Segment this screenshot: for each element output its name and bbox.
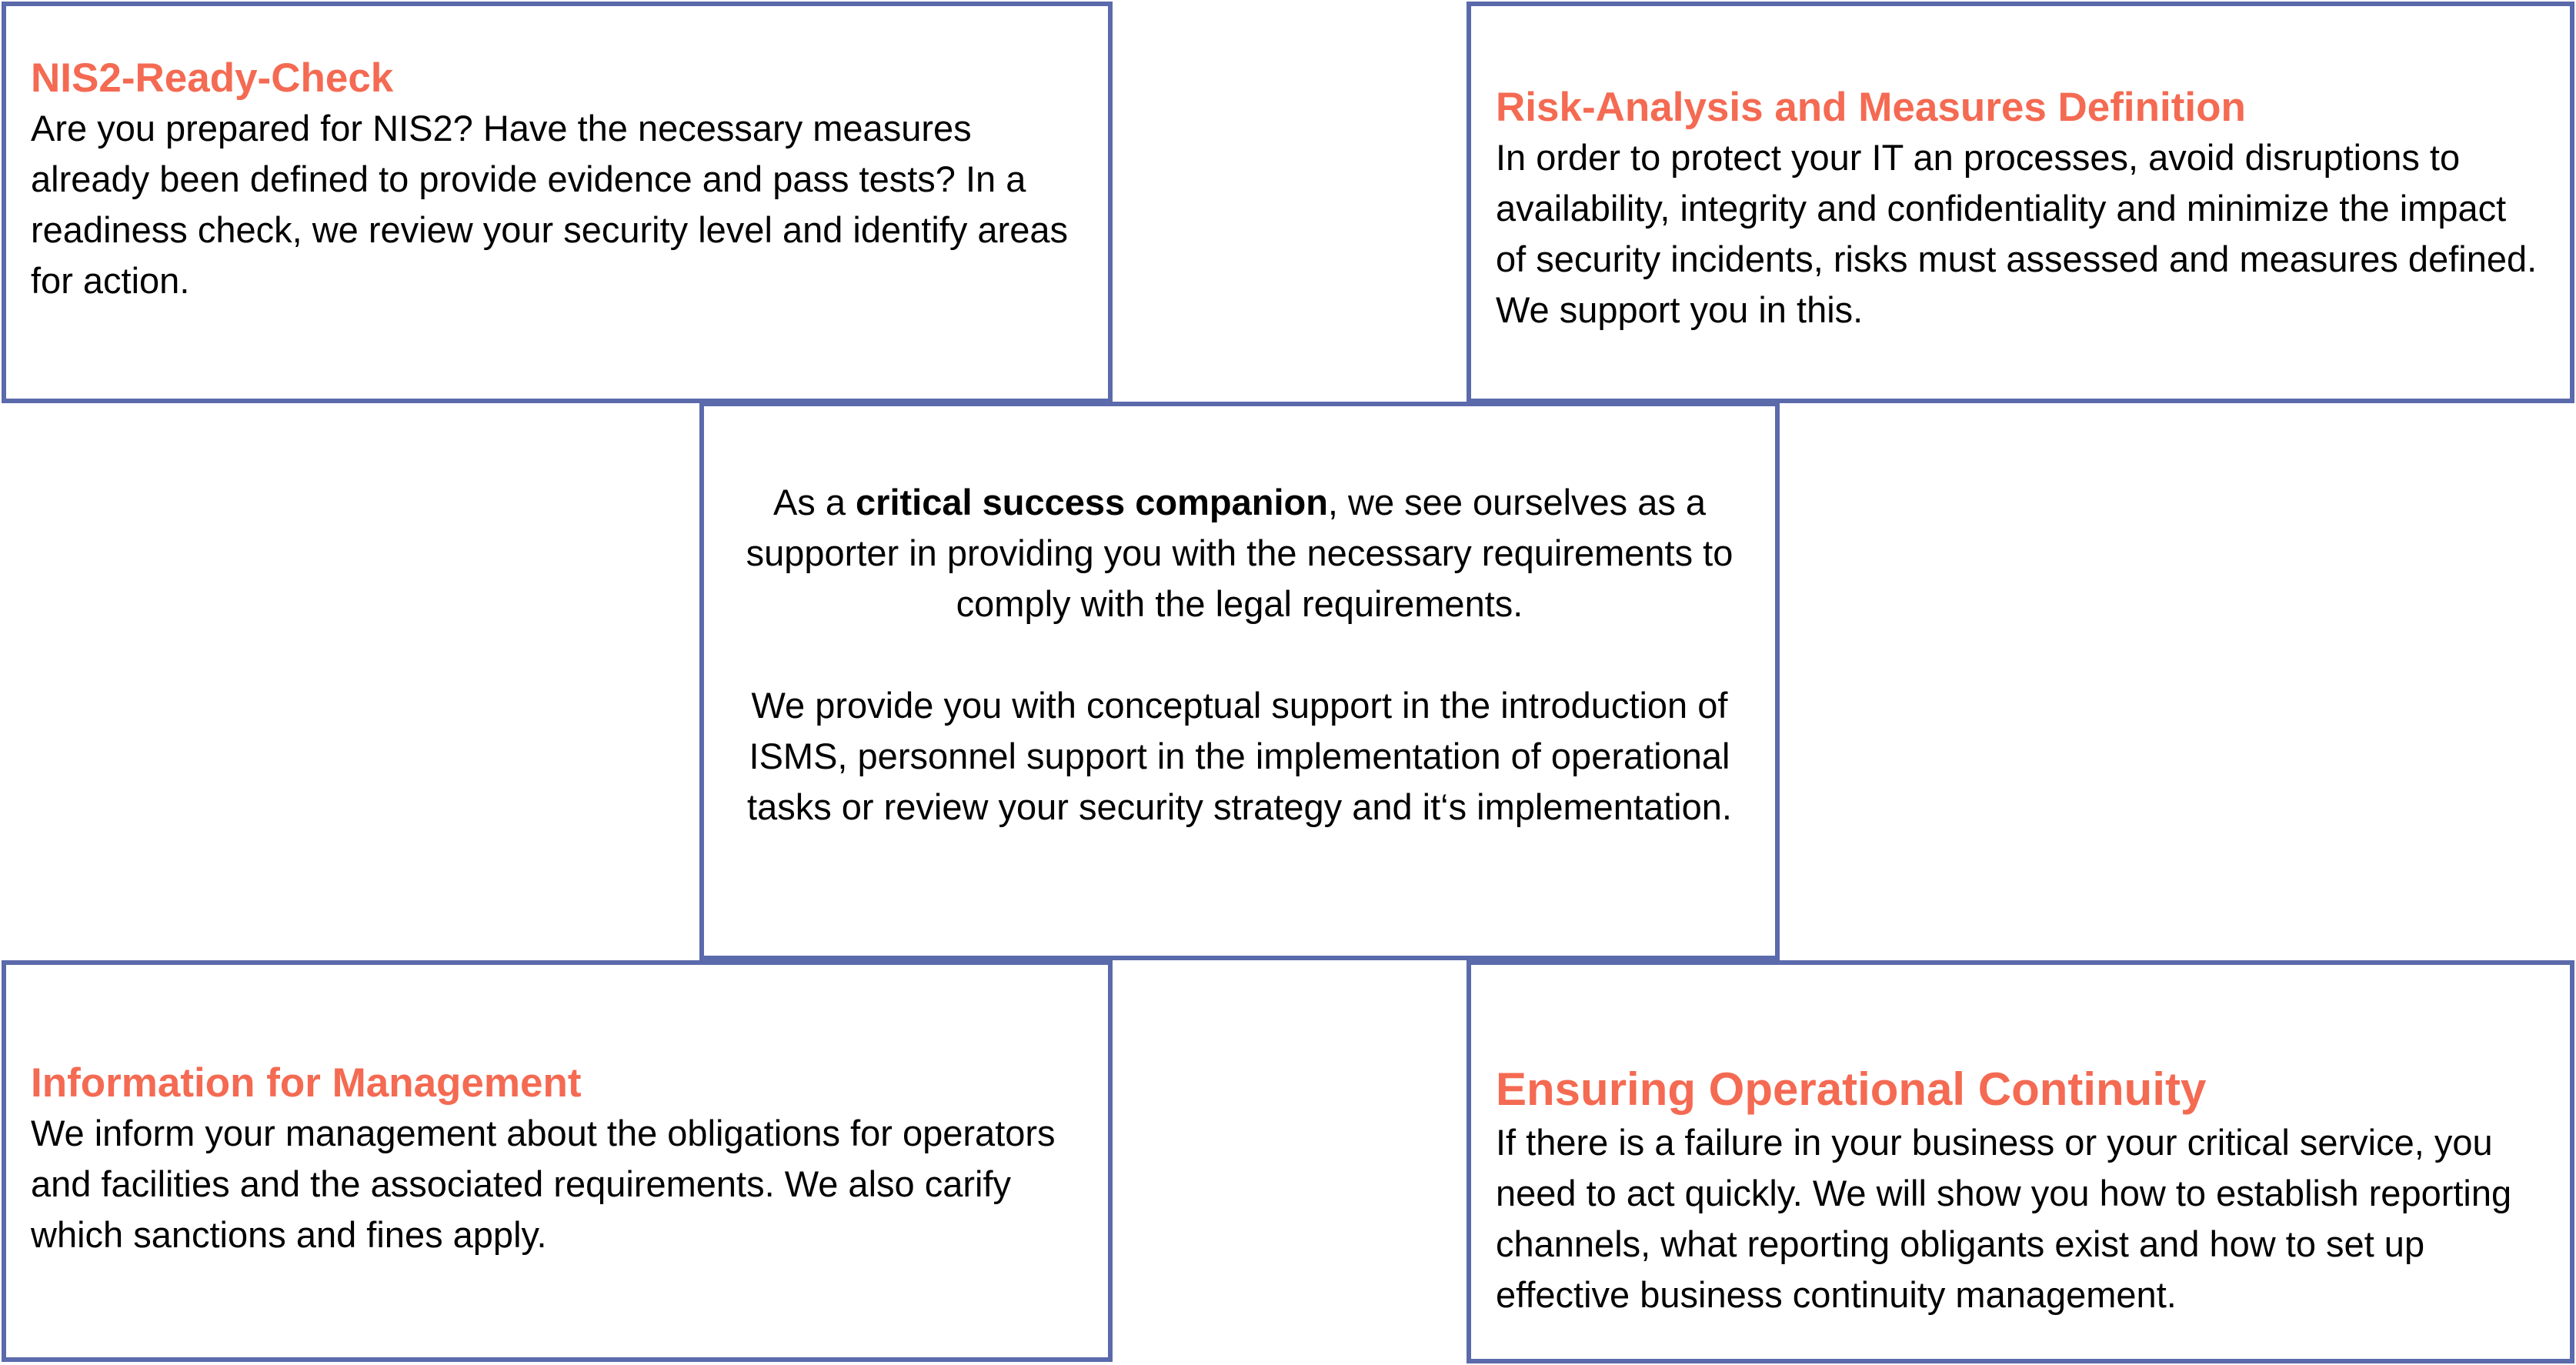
center-summary-box: [699, 402, 1780, 960]
box-description: If there is a failure in your business or your critical service, you need to act quickly. We will show you how to establish reporting channels, what reporting obligants exist and how to set up effective business continuity management.: [1496, 1122, 2512, 1315]
nis2-ready-check-box: [2, 2, 1113, 403]
box-title: Ensuring Operational Continuity: [1496, 1063, 2207, 1115]
center-paragraph-1: [735, 477, 1744, 629]
center-paragraph-2: We provide you with conceptual support in the introduction of ISMS, personnel support in the implementation of operational tasks or review your security strategy and it‘s implementation.: [747, 685, 1732, 827]
center-prefix: As a: [772, 482, 856, 522]
center-suffix: , we see ourselves as a supporter in providing you with the necessary requirements to comply with the legal requirements.: [746, 482, 1733, 624]
paragraph-gap: [735, 629, 1744, 680]
box-description: We inform your management about the obligations for operators and facilities and the associated requirements. We also carify which sanctions and fines apply.: [31, 1112, 1056, 1255]
box-title: Risk-Analysis and Measures Definition: [1496, 85, 2246, 130]
box-title: Information for Management: [31, 1060, 582, 1106]
box-content: [1496, 1062, 2539, 1320]
box-description: Are you prepared for NIS2? Have the necessary measures already been defined to provide evidence and pass tests? In a readiness check, we review your security level and identify areas for action.: [31, 107, 1068, 301]
box-content: [31, 54, 1077, 306]
box-content: [735, 477, 1744, 833]
box-content: [31, 1059, 1077, 1260]
box-title: NIS2-Ready-Check: [31, 55, 394, 101]
box-content: [1496, 83, 2539, 335]
box-description: In order to protect your IT an processes, avoid disruptions to availability, integrity and confidentiality and minimize the impact of security incidents, risks must assessed and measures defined. We support you in this.: [1496, 136, 2538, 330]
management-info-box: [2, 960, 1113, 1362]
risk-analysis-box: [1467, 2, 2574, 403]
operational-continuity-box: [1467, 960, 2574, 1363]
center-highlight: critical success companion: [856, 482, 1328, 522]
